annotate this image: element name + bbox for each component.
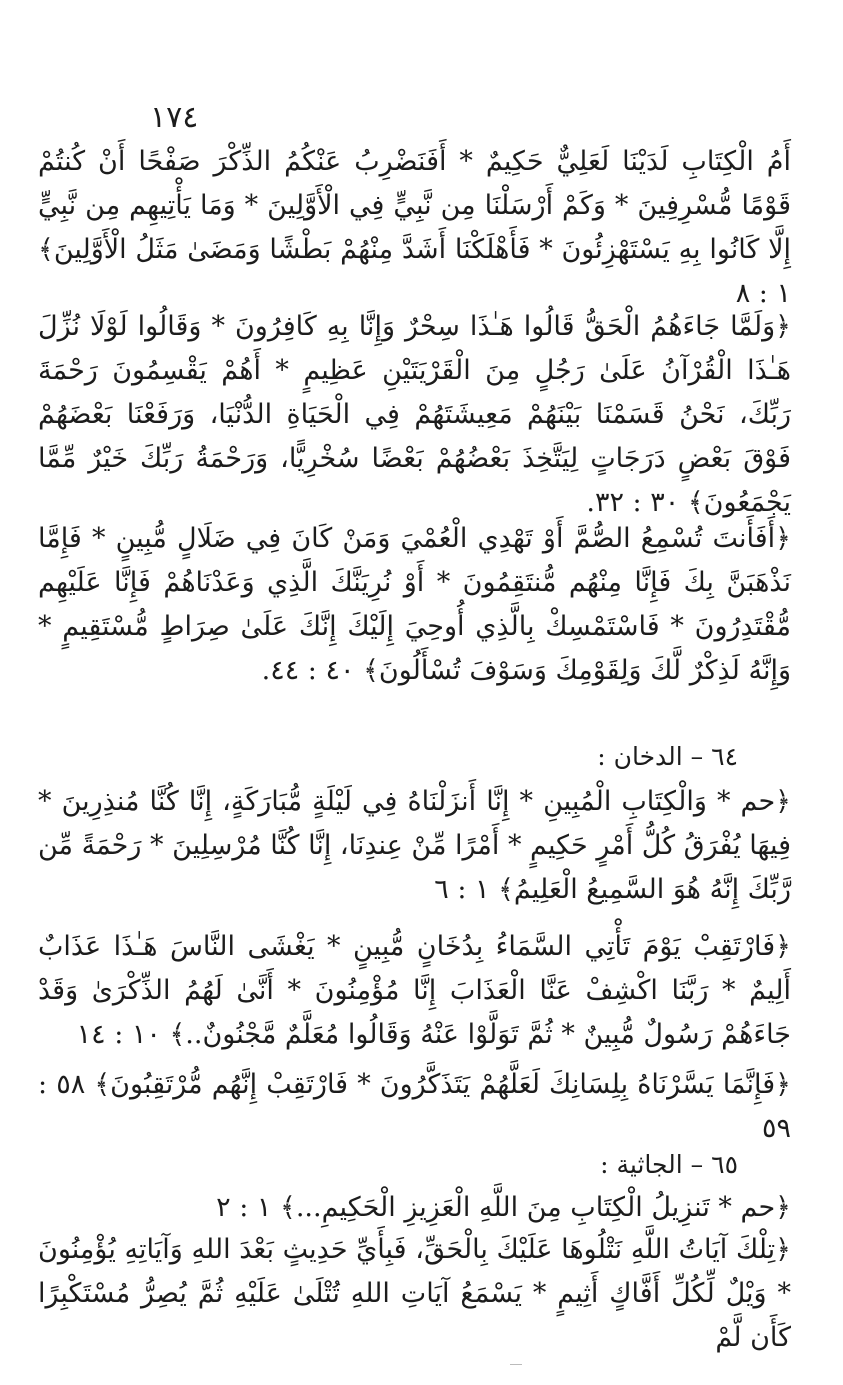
page-bottom-mark: [510, 1364, 522, 1365]
paragraph-zukhruf-4-8: أَمُ الْكِتَابِ لَدَيْنَا لَعَلِيٌّ حَكِيمٌ * أَفَنَضْرِبُ عَنْكُمُ الذِّكْرَ صَفْحًا أَنْ كُنتُمْ قَوْمًا مُّسْرِفِينَ * وَكَمْ أَرْسَلْنَا مِن نَّبِيٍّ فِي الْأَوَّلِينَ * وَمَا يَأْتِيهِم مِن نَّبِيٍّ إِلَّا كَانُوا بِهِ يَسْتَهْزِئُونَ * فَأَهْلَكْنَا أَشَدَّ مِنْهُمْ بَطْشًا وَمَضَىٰ مَثَلُ الْأَوَّلِينَ﴾ ١ : ٨: [38, 146, 791, 309]
section-heading-al-jathiya: ٦٥ – الجاثية :: [600, 1150, 738, 1179]
paragraph-zukhruf-40-44: ﴿أَفَأَنتَ تُسْمِعُ الصُّمَّ أَوْ تَهْدِي الْعُمْيَ وَمَنْ كَانَ فِي ضَلَالٍ مُّبِينٍ * فَإِمَّا نَذْهَبَنَّ بِكَ فَإِنَّا مِنْهُم مُّنتَقِمُونَ * أَوْ نُرِيَنَّكَ الَّذِي وَعَدْنَاهُمْ فَإِنَّا عَلَيْهِم مُّقْتَدِرُونَ * فَاسْتَمْسِكْ بِالَّذِي أُوحِيَ إِلَيْكَ إِنَّكَ عَلَىٰ صِرَاطٍ مُّسْتَقِيمٍ * وَإِنَّهُ لَذِكْرٌ لَّكَ وَلِقَوْمِكَ وَسَوْفَ تُسْأَلُونَ﴾ ٤٠ : ٤٤.: [38, 523, 791, 686]
paragraph-dukhan-10-14: ﴿فَارْتَقِبْ يَوْمَ تَأْتِي السَّمَاءُ بِدُخَانٍ مُّبِينٍ * يَغْشَى النَّاسَ هَـٰذَا عَذَابٌ أَلِيمٌ * رَبَّنَا اكْشِفْ عَنَّا الْعَذَابَ إِنَّا مُؤْمِنُونَ * أَنَّىٰ لَهُمُ الذِّكْرَىٰ وَقَدْ جَاءَهُمْ رَسُولٌ مُّبِينٌ * ثُمَّ تَوَلَّوْا عَنْهُ وَقَالُوا مُعَلَّمٌ مَّجْنُونٌ..﴾ ١٠ : ١٤: [38, 931, 791, 1050]
paragraph-dukhan-1-6: ﴿حم * وَالْكِتَابِ الْمُبِينِ * إِنَّا أَنزَلْنَاهُ فِي لَيْلَةٍ مُّبَارَكَةٍ، إِنَّا كُنَّا مُنذِرِينَ * فِيهَا يُفْرَقُ كُلُّ أَمْرٍ حَكِيمٍ * أَمْرًا مِّنْ عِندِنَا، إِنَّا كُنَّا مُرْسِلِينَ * رَحْمَةً مِّن رَّبِّكَ إِنَّهُ هُوَ السَّمِيعُ الْعَلِيمُ﴾ ١ : ٦: [38, 786, 791, 905]
paragraph-zukhruf-30-32: ﴿وَلَمَّا جَاءَهُمُ الْحَقُّ قَالُوا هَـٰذَا سِحْرٌ وَإِنَّا بِهِ كَافِرُونَ * وَقَالُوا لَوْلَا نُزِّلَ هَـٰذَا الْقُرْآنُ عَلَىٰ رَجُلٍ مِنَ الْقَرْيَتَيْنِ عَظِيمٍ * أَهُمْ يَقْسِمُونَ رَحْمَةَ رَبِّكَ، نَحْنُ قَسَمْنَا بَيْنَهُمْ مَعِيشَتَهُمْ فِي الْحَيَاةِ الدُّنْيَا، وَرَفَعْنَا بَعْضَهُمْ فَوْقَ بَعْضٍ دَرَجَاتٍ لِيَتَّخِذَ بَعْضُهُمْ بَعْضًا سُخْرِيًّا، وَرَحْمَةُ رَبِّكَ خَيْرٌ مِّمَّا يَجْمَعُونَ﴾ ٣٠ : ٣٢.: [38, 311, 791, 518]
page-number: ١٧٤: [150, 100, 199, 135]
section-heading-ad-dukhan: ٦٤ – الدخان :: [597, 742, 738, 771]
paragraph-dukhan-58-59: ﴿فَإِنَّمَا يَسَّرْنَاهُ بِلِسَانِكَ لَعَلَّهُمْ يَتَذَكَّرُونَ * فَارْتَقِبْ إِنَّهُم مُّرْتَقِبُونَ﴾ ٥٨ : ٥٩: [38, 1069, 791, 1144]
paragraph-jathiya-6-8: ﴿تِلْكَ آيَاتُ اللَّهِ نَتْلُوهَا عَلَيْكَ بِالْحَقِّ، فَبِأَيِّ حَدِيثٍ بَعْدَ اللهِ وَآيَاتِهِ يُؤْمِنُونَ * وَيْلٌ لِّكُلِّ أَفَّاكٍ أَثِيمٍ * يَسْمَعُ آيَاتِ اللهِ تُتْلَىٰ عَلَيْهِ ثُمَّ يُصِرُّ مُسْتَكْبِرًا كَأَن لَّمْ: [38, 1234, 791, 1353]
paragraph-jathiya-1-2: ﴿حم * تَنزِيلُ الْكِتَابِ مِنَ اللَّهِ الْعَزِيزِ الْحَكِيمِ...﴾ ١ : ٢: [216, 1192, 791, 1223]
